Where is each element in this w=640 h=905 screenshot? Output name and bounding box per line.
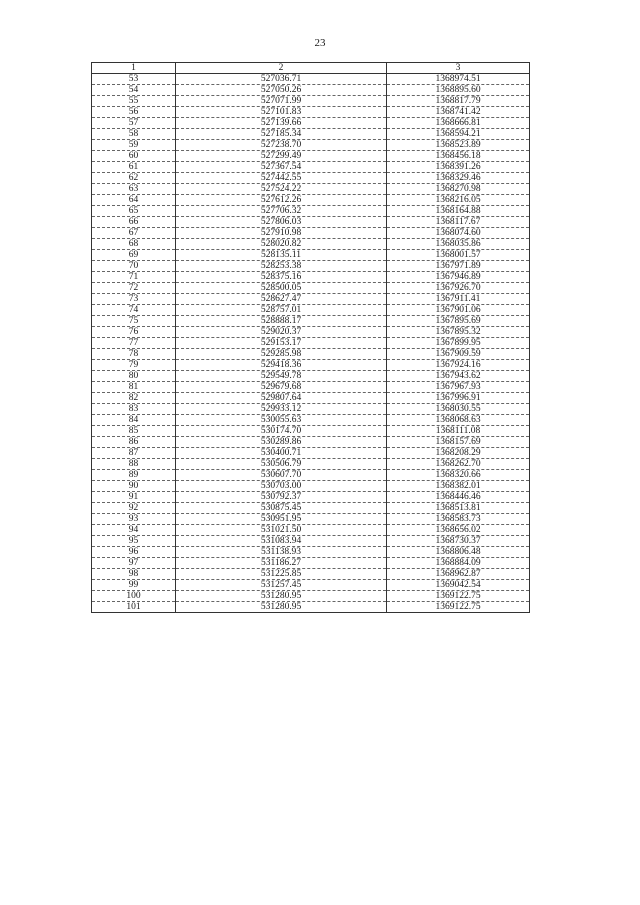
- point-number-cell: 95: [92, 536, 176, 547]
- column-header-3: 3: [387, 63, 530, 74]
- column-header-1: 1: [92, 63, 176, 74]
- y-coordinate-cell: 1368216.05: [387, 195, 530, 206]
- x-coordinate-cell: 528375.16: [176, 272, 387, 283]
- x-coordinate-cell: 530607.70: [176, 470, 387, 481]
- x-coordinate-cell: 527612.26: [176, 195, 387, 206]
- y-coordinate-cell: 1367909.59: [387, 349, 530, 360]
- x-coordinate-cell: 529418.36: [176, 360, 387, 371]
- point-number-cell: 101: [92, 602, 176, 613]
- x-coordinate-cell: 528500.05: [176, 283, 387, 294]
- table-row: [92, 569, 530, 580]
- point-number-cell: 65: [92, 206, 176, 217]
- point-number-cell: 57: [92, 118, 176, 129]
- page-number: 23: [314, 37, 326, 49]
- point-number-cell: 68: [92, 239, 176, 250]
- table-row: [92, 349, 530, 360]
- x-coordinate-cell: 531280.95: [176, 602, 387, 613]
- x-coordinate-cell: 527050.26: [176, 85, 387, 96]
- x-coordinate-cell: 531186.27: [176, 558, 387, 569]
- point-number-cell: 82: [92, 393, 176, 404]
- point-number-cell: 98: [92, 569, 176, 580]
- table-row: [92, 547, 530, 558]
- x-coordinate-cell: 530400.71: [176, 448, 387, 459]
- point-number-cell: 60: [92, 151, 176, 162]
- x-coordinate-cell: 527367.54: [176, 162, 387, 173]
- y-coordinate-cell: 1368513.81: [387, 503, 530, 514]
- x-coordinate-cell: 530792.37: [176, 492, 387, 503]
- table-row: [92, 74, 530, 85]
- x-coordinate-cell: 531138.93: [176, 547, 387, 558]
- y-coordinate-cell: 1368884.09: [387, 558, 530, 569]
- y-coordinate-cell: 1367899.95: [387, 338, 530, 349]
- x-coordinate-cell: 529285.98: [176, 349, 387, 360]
- point-number-cell: 83: [92, 404, 176, 415]
- y-coordinate-cell: 1368962.87: [387, 569, 530, 580]
- x-coordinate-cell: 528627.47: [176, 294, 387, 305]
- x-coordinate-cell: 530506.79: [176, 459, 387, 470]
- point-number-cell: 87: [92, 448, 176, 459]
- x-coordinate-cell: 527036.71: [176, 74, 387, 85]
- y-coordinate-cell: 1368111.08: [387, 426, 530, 437]
- x-coordinate-cell: 531280.95: [176, 591, 387, 602]
- point-number-cell: 84: [92, 415, 176, 426]
- y-coordinate-cell: 1367895.32: [387, 327, 530, 338]
- y-coordinate-cell: 1368666.81: [387, 118, 530, 129]
- y-coordinate-cell: 1368895.60: [387, 85, 530, 96]
- table-row: [92, 327, 530, 338]
- y-coordinate-cell: 1368208.29: [387, 448, 530, 459]
- y-coordinate-cell: 1367946.89: [387, 272, 530, 283]
- x-coordinate-cell: 527524.22: [176, 184, 387, 195]
- point-number-cell: 93: [92, 514, 176, 525]
- y-coordinate-cell: 1367943.62: [387, 371, 530, 382]
- x-coordinate-cell: 527706.32: [176, 206, 387, 217]
- point-number-cell: 91: [92, 492, 176, 503]
- point-number-cell: 63: [92, 184, 176, 195]
- point-number-cell: 96: [92, 547, 176, 558]
- point-number-cell: 72: [92, 283, 176, 294]
- point-number-cell: 55: [92, 96, 176, 107]
- table-row: [92, 184, 530, 195]
- table-row: [92, 514, 530, 525]
- point-number-cell: 94: [92, 525, 176, 536]
- point-number-cell: 74: [92, 305, 176, 316]
- y-coordinate-cell: 1368730.37: [387, 536, 530, 547]
- point-number-cell: 66: [92, 217, 176, 228]
- table-row: [92, 503, 530, 514]
- y-coordinate-cell: 1368446.46: [387, 492, 530, 503]
- y-coordinate-cell: 1368382.01: [387, 481, 530, 492]
- y-coordinate-cell: 1368594.21: [387, 129, 530, 140]
- x-coordinate-cell: 529549.78: [176, 371, 387, 382]
- point-number-cell: 64: [92, 195, 176, 206]
- x-coordinate-cell: 528253.38: [176, 261, 387, 272]
- y-coordinate-cell: 1367901.06: [387, 305, 530, 316]
- x-coordinate-cell: 528020.82: [176, 239, 387, 250]
- y-coordinate-cell: 1368157.69: [387, 437, 530, 448]
- y-coordinate-cell: 1368329.46: [387, 173, 530, 184]
- table-row: [92, 426, 530, 437]
- y-coordinate-cell: 1369122.75: [387, 591, 530, 602]
- point-number-cell: 54: [92, 85, 176, 96]
- table-row: [92, 118, 530, 129]
- x-coordinate-cell: 528135.11: [176, 250, 387, 261]
- table-row: [92, 602, 530, 613]
- table-row: [92, 393, 530, 404]
- table-row: [92, 382, 530, 393]
- table-row: [92, 162, 530, 173]
- table-row: [92, 140, 530, 151]
- y-coordinate-cell: 1368817.79: [387, 96, 530, 107]
- point-number-cell: 77: [92, 338, 176, 349]
- table-row: [92, 217, 530, 228]
- y-coordinate-cell: 1368074.60: [387, 228, 530, 239]
- column-header-2: 2: [176, 63, 387, 74]
- y-coordinate-cell: 1369122.75: [387, 602, 530, 613]
- y-coordinate-cell: 1368117.67: [387, 217, 530, 228]
- x-coordinate-cell: 528757.01: [176, 305, 387, 316]
- point-number-cell: 70: [92, 261, 176, 272]
- point-number-cell: 99: [92, 580, 176, 591]
- y-coordinate-cell: 1368262.70: [387, 459, 530, 470]
- x-coordinate-cell: 529020.37: [176, 327, 387, 338]
- point-number-cell: 81: [92, 382, 176, 393]
- x-coordinate-cell: 527806.03: [176, 217, 387, 228]
- x-coordinate-cell: 530174.70: [176, 426, 387, 437]
- x-coordinate-cell: 529807.64: [176, 393, 387, 404]
- x-coordinate-cell: 530951.95: [176, 514, 387, 525]
- point-number-cell: 76: [92, 327, 176, 338]
- x-coordinate-cell: 527238.70: [176, 140, 387, 151]
- y-coordinate-cell: 1368030.55: [387, 404, 530, 415]
- point-number-cell: 88: [92, 459, 176, 470]
- point-number-cell: 80: [92, 371, 176, 382]
- table-row: [92, 250, 530, 261]
- x-coordinate-cell: 527442.55: [176, 173, 387, 184]
- table-row: [92, 261, 530, 272]
- table-row: [92, 448, 530, 459]
- table-row: [92, 85, 530, 96]
- x-coordinate-cell: 527139.66: [176, 118, 387, 129]
- x-coordinate-cell: 530703.00: [176, 481, 387, 492]
- table-row: [92, 294, 530, 305]
- point-number-cell: 78: [92, 349, 176, 360]
- table-row: [92, 415, 530, 426]
- point-number-cell: 59: [92, 140, 176, 151]
- x-coordinate-cell: 528888.17: [176, 316, 387, 327]
- x-coordinate-cell: 530875.45: [176, 503, 387, 514]
- table-header-row: [92, 63, 530, 74]
- table-row: [92, 591, 530, 602]
- table-row: [92, 492, 530, 503]
- x-coordinate-cell: 529933.12: [176, 404, 387, 415]
- y-coordinate-cell: 1368164.88: [387, 206, 530, 217]
- table-row: [92, 228, 530, 239]
- coordinates-table: [91, 62, 530, 613]
- table-row: [92, 129, 530, 140]
- y-coordinate-cell: 1368391.26: [387, 162, 530, 173]
- x-coordinate-cell: 529679.68: [176, 382, 387, 393]
- point-number-cell: 75: [92, 316, 176, 327]
- point-number-cell: 86: [92, 437, 176, 448]
- point-number-cell: 58: [92, 129, 176, 140]
- y-coordinate-cell: 1368583.73: [387, 514, 530, 525]
- y-coordinate-cell: 1368741.42: [387, 107, 530, 118]
- y-coordinate-cell: 1368068.63: [387, 415, 530, 426]
- table-row: [92, 305, 530, 316]
- table-row: [92, 316, 530, 327]
- point-number-cell: 89: [92, 470, 176, 481]
- y-coordinate-cell: 1369042.54: [387, 580, 530, 591]
- point-number-cell: 97: [92, 558, 176, 569]
- table-row: [92, 173, 530, 184]
- table-row: [92, 272, 530, 283]
- x-coordinate-cell: 531225.85: [176, 569, 387, 580]
- y-coordinate-cell: 1367895.69: [387, 316, 530, 327]
- x-coordinate-cell: 531021.50: [176, 525, 387, 536]
- table-row: [92, 558, 530, 569]
- y-coordinate-cell: 1368456.18: [387, 151, 530, 162]
- table-row: [92, 404, 530, 415]
- table-row: [92, 371, 530, 382]
- table-row: [92, 459, 530, 470]
- y-coordinate-cell: 1368270.98: [387, 184, 530, 195]
- y-coordinate-cell: 1368320.66: [387, 470, 530, 481]
- x-coordinate-cell: 530055.63: [176, 415, 387, 426]
- table-row: [92, 195, 530, 206]
- point-number-cell: 92: [92, 503, 176, 514]
- table-row: [92, 536, 530, 547]
- y-coordinate-cell: 1368035.86: [387, 239, 530, 250]
- point-number-cell: 67: [92, 228, 176, 239]
- table-row: [92, 580, 530, 591]
- x-coordinate-cell: 527910.98: [176, 228, 387, 239]
- y-coordinate-cell: 1367971.89: [387, 261, 530, 272]
- y-coordinate-cell: 1367926.70: [387, 283, 530, 294]
- point-number-cell: 73: [92, 294, 176, 305]
- table-row: [92, 360, 530, 371]
- table-row: [92, 470, 530, 481]
- point-number-cell: 85: [92, 426, 176, 437]
- y-coordinate-cell: 1368806.48: [387, 547, 530, 558]
- x-coordinate-cell: 527185.34: [176, 129, 387, 140]
- table-row: [92, 239, 530, 250]
- table-row: [92, 151, 530, 162]
- table-row: [92, 107, 530, 118]
- point-number-cell: 61: [92, 162, 176, 173]
- point-number-cell: 53: [92, 74, 176, 85]
- table-row: [92, 96, 530, 107]
- x-coordinate-cell: 527101.83: [176, 107, 387, 118]
- point-number-cell: 79: [92, 360, 176, 371]
- point-number-cell: 90: [92, 481, 176, 492]
- y-coordinate-cell: 1367967.93: [387, 382, 530, 393]
- y-coordinate-cell: 1368001.57: [387, 250, 530, 261]
- y-coordinate-cell: 1368523.89: [387, 140, 530, 151]
- y-coordinate-cell: 1367996.91: [387, 393, 530, 404]
- x-coordinate-cell: 531257.45: [176, 580, 387, 591]
- point-number-cell: 100: [92, 591, 176, 602]
- table-row: [92, 525, 530, 536]
- x-coordinate-cell: 531083.94: [176, 536, 387, 547]
- table-row: [92, 283, 530, 294]
- table-row: [92, 481, 530, 492]
- x-coordinate-cell: 530289.86: [176, 437, 387, 448]
- table-row: [92, 338, 530, 349]
- table-body: [92, 74, 530, 613]
- x-coordinate-cell: 529153.17: [176, 338, 387, 349]
- table-row: [92, 437, 530, 448]
- y-coordinate-cell: 1367924.16: [387, 360, 530, 371]
- point-number-cell: 56: [92, 107, 176, 118]
- x-coordinate-cell: 527071.99: [176, 96, 387, 107]
- x-coordinate-cell: 527299.49: [176, 151, 387, 162]
- table-row: [92, 206, 530, 217]
- y-coordinate-cell: 1367911.41: [387, 294, 530, 305]
- point-number-cell: 69: [92, 250, 176, 261]
- point-number-cell: 71: [92, 272, 176, 283]
- point-number-cell: 62: [92, 173, 176, 184]
- y-coordinate-cell: 1368974.51: [387, 74, 530, 85]
- y-coordinate-cell: 1368656.02: [387, 525, 530, 536]
